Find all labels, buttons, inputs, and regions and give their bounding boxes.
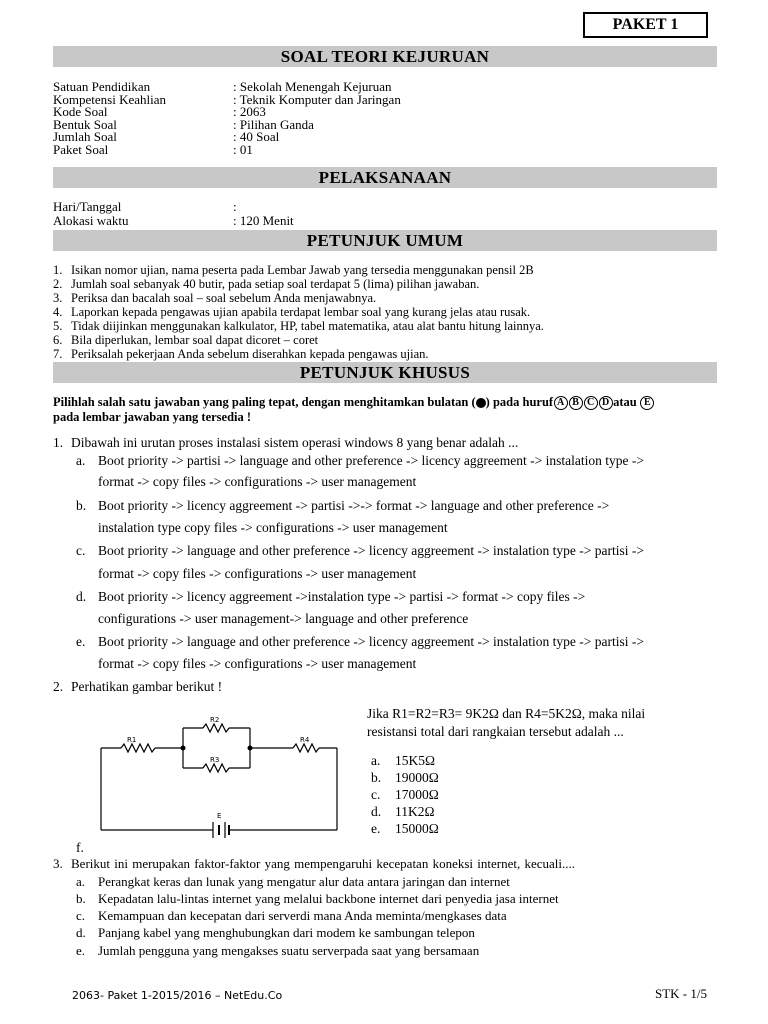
info-label: Kompetensi Keahlian	[53, 91, 166, 107]
option-letter: c.	[76, 543, 86, 558]
option-text: format -> copy files -> configurations -> user management	[98, 474, 417, 489]
option-letter: a.	[76, 874, 86, 889]
option-text: Perangkat keras dan lunak yang mengatur alur data antara jaringan dan internet	[98, 874, 510, 889]
khusus-text-b: ) pada huruf	[485, 395, 554, 409]
list-item	[53, 305, 544, 319]
option-letter: e.	[371, 821, 381, 836]
option-letter: e.	[76, 634, 86, 649]
option-text: Boot priority -> language and other preference -> licency aggreement -> instalation type -> partisi ->	[98, 634, 644, 649]
info-label: Kode Soal	[53, 104, 108, 120]
junction-dot	[248, 746, 253, 751]
option-text: format -> copy files -> configurations -> user management	[98, 566, 417, 581]
option-letter: e.	[76, 943, 86, 958]
option-text: Boot priority -> licency aggreement ->instalation type -> partisi -> format -> copy files ->	[98, 589, 586, 604]
list-number: 1.	[53, 263, 63, 277]
question-2	[53, 679, 222, 695]
option-text: 15K5Ω	[395, 753, 436, 768]
list-number: 3.	[53, 291, 63, 305]
circle-letter-e: E	[640, 396, 654, 410]
question-text: Perhatikan gambar berikut !	[71, 679, 223, 694]
section-title-petunjuk-umum: PETUNJUK UMUM	[53, 230, 717, 251]
petunjuk-umum-list	[53, 263, 544, 361]
pelaksanaan-block	[53, 201, 294, 229]
circle-letter-a: A	[554, 396, 568, 410]
pelaksanaan-value: :	[233, 199, 237, 214]
footer-page-number: STK - 1/5	[655, 986, 707, 1001]
option-text: 11K2Ω	[395, 804, 435, 819]
option-text: Kemampuan dan kecepatan dari serverdi mana Anda meminta/mengkases data	[98, 908, 507, 923]
junction-dot	[181, 746, 186, 751]
info-value: : Sekolah Menengah Kejuruan	[233, 79, 392, 94]
list-text: Periksa dan bacalah soal – soal sebelum Anda menjawabnya.	[71, 291, 377, 305]
info-label: Jumlah Soal	[53, 129, 117, 145]
option-letter: d.	[76, 589, 87, 604]
option-text: Kepadatan lalu-lintas internet yang melalui backbone internet dari penyedia jasa internet	[98, 891, 559, 906]
option-text: format -> copy files -> configurations -> user management	[98, 656, 417, 671]
option-text: Boot priority -> licency aggreement -> partisi ->-> format -> language and other preference ->	[98, 498, 610, 513]
option-text: configurations -> user management-> language and other preference	[98, 611, 469, 626]
option-text: 19000Ω	[395, 770, 439, 785]
option-text: Boot priority -> partisi -> language and other preference -> licency aggreement -> instalation type ->	[98, 453, 644, 468]
label-r3: R3	[210, 756, 220, 764]
khusus-text-a: Pilihlah salah satu jawaban yang paling tepat, dengan menghitamkan bulatan (	[53, 395, 476, 409]
khusus-atau: atau	[613, 395, 637, 409]
option-text: Jumlah pengguna yang mengakses suatu serverpada saat yang bersamaan	[98, 943, 480, 958]
list-text: Laporkan kepada pengawas ujian apabila terdapat lembar soal yang kurang jelas atau rusak.	[71, 305, 531, 319]
footer-left: 2063- Paket 1-2015/2016 – NetEdu.Co	[72, 989, 283, 1002]
list-text: Jumlah soal sebanyak 40 butir, pada setiap soal terdapat 5 (lima) pilihan jawaban.	[71, 277, 480, 291]
option-letter: d.	[371, 804, 382, 819]
question-1	[53, 435, 518, 451]
list-number: 5.	[53, 319, 63, 333]
list-item	[53, 277, 544, 291]
khusus-line-2: pada lembar jawaban yang tersedia !	[53, 410, 252, 425]
list-item	[53, 291, 544, 305]
section-title-pelaksanaan: PELAKSANAAN	[53, 167, 717, 188]
list-number: 7.	[53, 347, 63, 361]
pelaksanaan-label: Hari/Tanggal	[53, 199, 122, 214]
info-label: Paket Soal	[53, 141, 109, 157]
info-value: : 2063	[233, 104, 266, 120]
circle-letter-b: B	[569, 396, 583, 410]
stray-option-letter: f.	[76, 840, 84, 855]
filled-circle-icon	[476, 398, 486, 408]
question-text: Dibawah ini urutan proses instalasi sistem operasi windows 8 yang benar adalah ...	[71, 435, 519, 450]
paket-label: PAKET 1	[583, 12, 708, 38]
petunjuk-khusus-text	[53, 395, 723, 425]
option-text: Panjang kabel yang menghubungkan dari modem ke sambungan telepon	[98, 925, 475, 940]
question-2-desc-line-1: Jika R1=R2=R3= 9K2Ω dan R4=5K2Ω, maka nilai	[367, 706, 646, 721]
question-number: 1.	[53, 435, 64, 450]
label-r2: R2	[210, 716, 220, 724]
list-number: 2.	[53, 277, 63, 291]
question-number: 3.	[53, 856, 63, 871]
option-letter: a.	[371, 753, 381, 768]
list-text: Isikan nomor ujian, nama peserta pada Lembar Jawab yang tersedia menggunakan pensil 2B	[71, 263, 534, 277]
list-item	[53, 263, 544, 277]
list-item	[53, 347, 544, 361]
section-title-petunjuk-khusus: PETUNJUK KHUSUS	[53, 362, 717, 383]
list-item	[53, 333, 544, 347]
option-letter: a.	[76, 453, 86, 468]
question-2-desc-line-2: resistansi total dari rangkaian tersebut adalah ...	[367, 724, 624, 739]
circle-letter-d: D	[599, 396, 613, 410]
pelaksanaan-value: : 120 Menit	[233, 213, 294, 228]
question-number: 2.	[53, 679, 64, 694]
circle-letter-c: C	[584, 396, 598, 410]
list-text: Bila diperlukan, lembar soal dapat dicoret – coret	[71, 333, 319, 347]
option-letter: c.	[371, 787, 381, 802]
info-row	[53, 141, 401, 157]
option-letter: b.	[76, 498, 87, 513]
section-title-soal-teori: SOAL TEORI KEJURUAN	[53, 46, 717, 67]
list-text: Periksalah pekerjaan Anda sebelum diserahkan kepada pengawas ujian.	[71, 347, 429, 361]
list-text: Tidak diijinkan menggunakan kalkulator, HP, tabel matematika, atau alat bantu hitung lainnya.	[71, 319, 544, 333]
info-block	[53, 81, 401, 157]
list-number: 6.	[53, 333, 63, 347]
option-text: 15000Ω	[395, 821, 439, 836]
option-text: 17000Ω	[395, 787, 439, 802]
list-number: 4.	[53, 305, 63, 319]
option-letter: b.	[371, 770, 382, 785]
option-letter: c.	[76, 908, 86, 923]
info-label: Satuan Pendidikan	[53, 79, 151, 94]
info-value: : Teknik Komputer dan Jaringan	[233, 91, 401, 107]
info-label: Bentuk Soal	[53, 116, 117, 132]
question-3	[53, 856, 575, 872]
label-e: E	[217, 812, 222, 820]
pelaksanaan-label: Alokasi waktu	[53, 213, 129, 228]
option-text: instalation type copy files -> configurations -> user management	[98, 520, 448, 535]
option-letter: b.	[76, 891, 86, 906]
circuit-diagram	[95, 712, 345, 840]
info-value: : Pilihan Ganda	[233, 116, 314, 132]
label-r1: R1	[127, 736, 137, 744]
khusus-line-1	[53, 395, 723, 410]
label-r4: R4	[300, 736, 310, 744]
question-text: Berikut ini merupakan faktor-faktor yang mempengaruhi kecepatan koneksi internet, kecuali....	[71, 856, 576, 871]
info-value: : 40 Soal	[233, 129, 280, 145]
option-letter: d.	[76, 925, 86, 940]
info-value: : 01	[233, 141, 253, 157]
option-text: Boot priority -> language and other preference -> licency aggreement -> instalation type -> partisi ->	[98, 543, 644, 558]
list-item	[53, 319, 544, 333]
pelaksanaan-row	[53, 215, 294, 229]
